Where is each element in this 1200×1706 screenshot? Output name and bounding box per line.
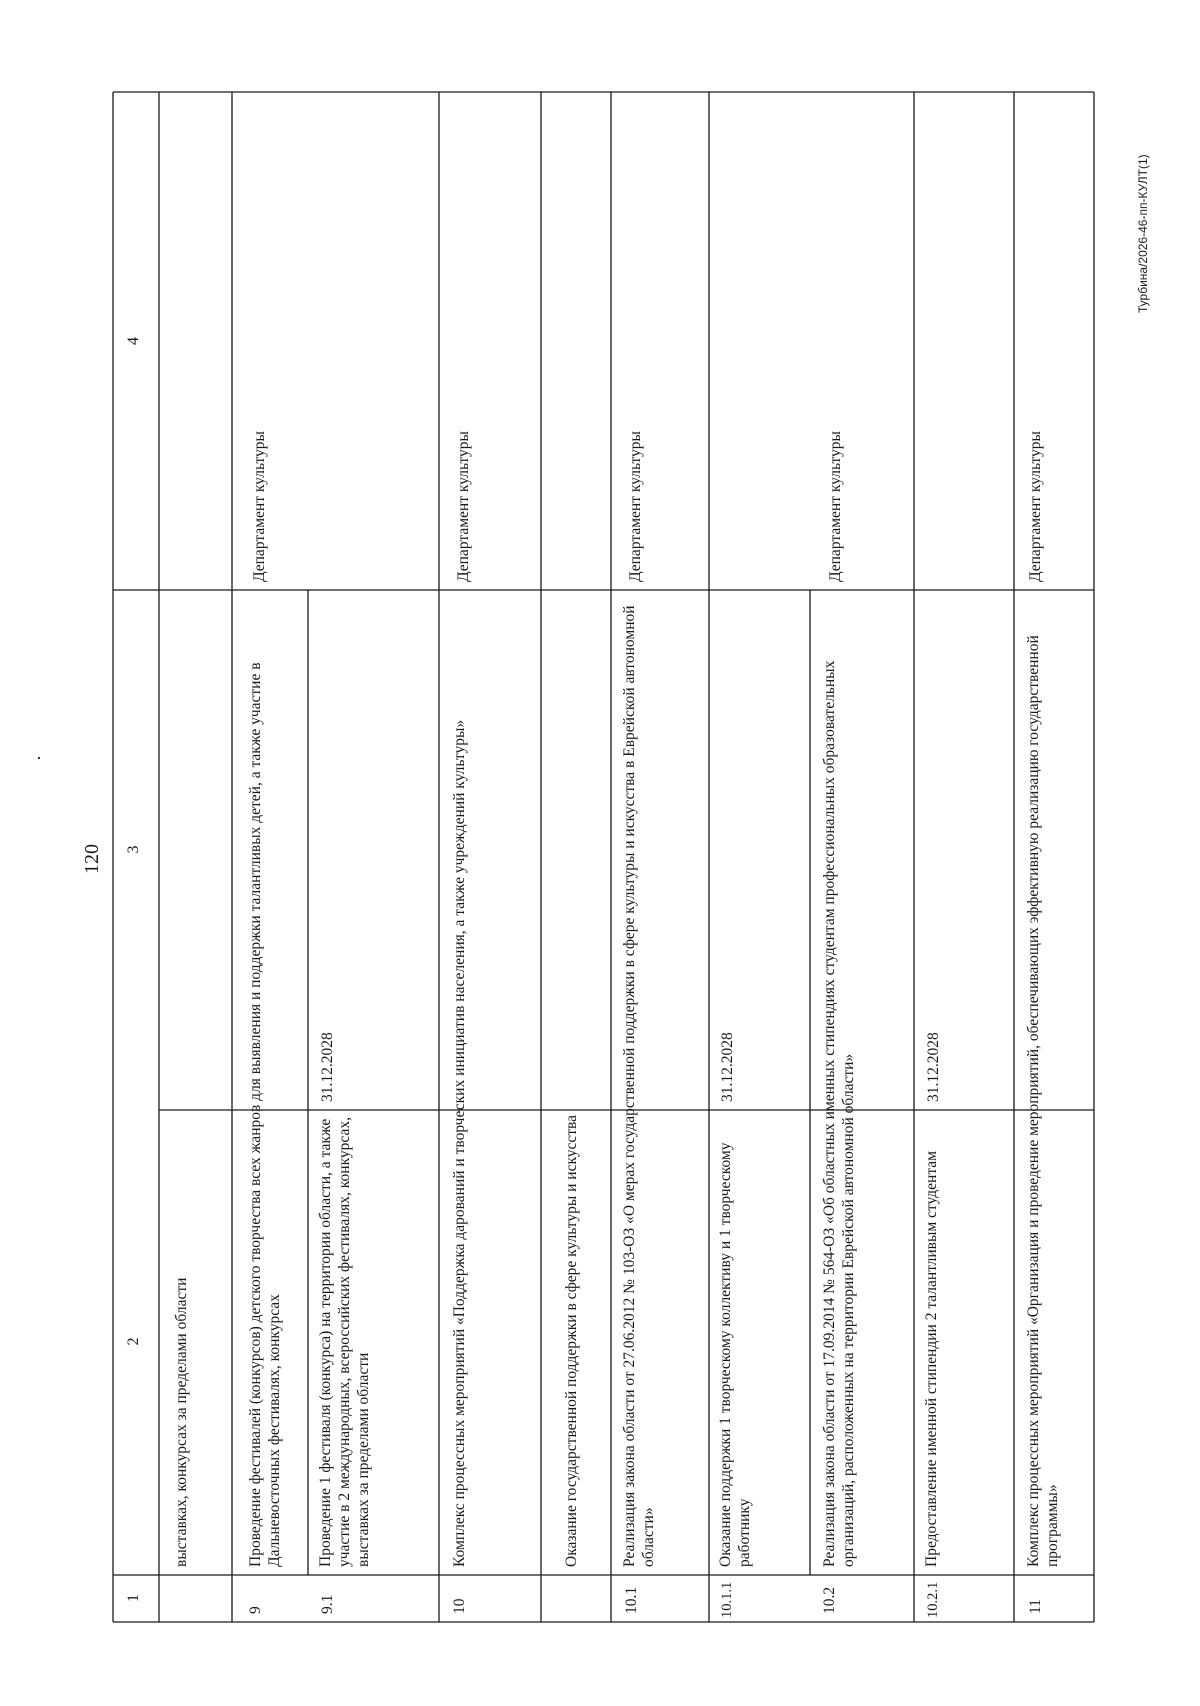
page-number: 120	[81, 844, 103, 874]
row-10-1-1-number: 10.1.1	[719, 1581, 735, 1618]
row-9-1-number: 9.1	[319, 1594, 336, 1614]
footer-code: Турбина/2026-46-пп-КУЛТ(1)	[1136, 154, 1150, 313]
row-continuation-text: выставках, конкурсах за пределами области	[173, 1277, 190, 1567]
row-10-1-number: 10.1	[623, 1586, 640, 1614]
row-10-2-1-text: Предоставление именной стипендии 2 талантливым студентам	[923, 1151, 940, 1567]
header-col-2: 2	[125, 1337, 142, 1346]
row-10-2-text: Реализация закона области от 17.09.2014 № 564-ОЗ «Об областных именных стипендиях студентам профессиональных образовательных организаций, расположенных на территории Еврейской автономной области»	[821, 660, 857, 1567]
row-11-responsible: Департамент культуры	[1027, 431, 1044, 582]
row-9-1-text: Проведение 1 фестиваля (конкурса) на территории области, а также участие в 2 международных, всероссийских фестивалях, конкурсах, выставках за пределами области	[317, 1117, 372, 1567]
row-10-2-1-number: 10.2.1	[925, 1581, 941, 1618]
header-col-4: 4	[125, 337, 142, 345]
row-9-text: Проведение фестивалей (конкурсов) детского творчества всех жанров для выявления и поддержки талантливых детей, а также участие в Дальневосточных фестивалях, конкурсах	[247, 662, 283, 1567]
row-10-1-text: Реализация закона области от 27.06.2012 № 103-ОЗ «О мерах государственной поддержки в сфере культуры и искусства в Еврейской автономной области»	[621, 605, 657, 1567]
section-heading: Оказание государственной поддержки в сфере культуры и искусства	[563, 1114, 580, 1567]
row-10-2-number: 10.2	[821, 1586, 838, 1614]
row-9-responsible: Департамент культуры	[251, 431, 268, 582]
row-10-number: 10	[451, 1598, 468, 1614]
row-10-1-1-date: 31.12.2028	[719, 1032, 736, 1102]
row-10-2-1-date: 31.12.2028	[925, 1032, 942, 1102]
row-9-1-date: 31.12.2028	[319, 1032, 336, 1102]
row-11-number: 11	[1027, 1599, 1044, 1614]
row-10-responsible: Департамент культуры	[455, 431, 472, 582]
row-10-text: Комплекс процессных мероприятий «Поддержка дарований и творческих инициатив населения, а также учреждений культуры»	[451, 719, 468, 1567]
header-col-1: 1	[125, 1594, 142, 1602]
row-11-text: Комплекс процессных мероприятий «Организация и проведение мероприятий, обеспечивающих эффективную реализацию государственной программы»	[1025, 635, 1061, 1567]
header-col-3: 3	[125, 845, 142, 854]
row-10-1-responsible: Департамент культуры	[627, 431, 644, 582]
row-9-number: 9	[247, 1606, 264, 1614]
row-10-1-1-text: Оказание поддержки 1 творческому коллективу и 1 творческому работнику	[717, 1142, 753, 1567]
row-10-2-responsible: Департамент культуры	[827, 431, 844, 582]
